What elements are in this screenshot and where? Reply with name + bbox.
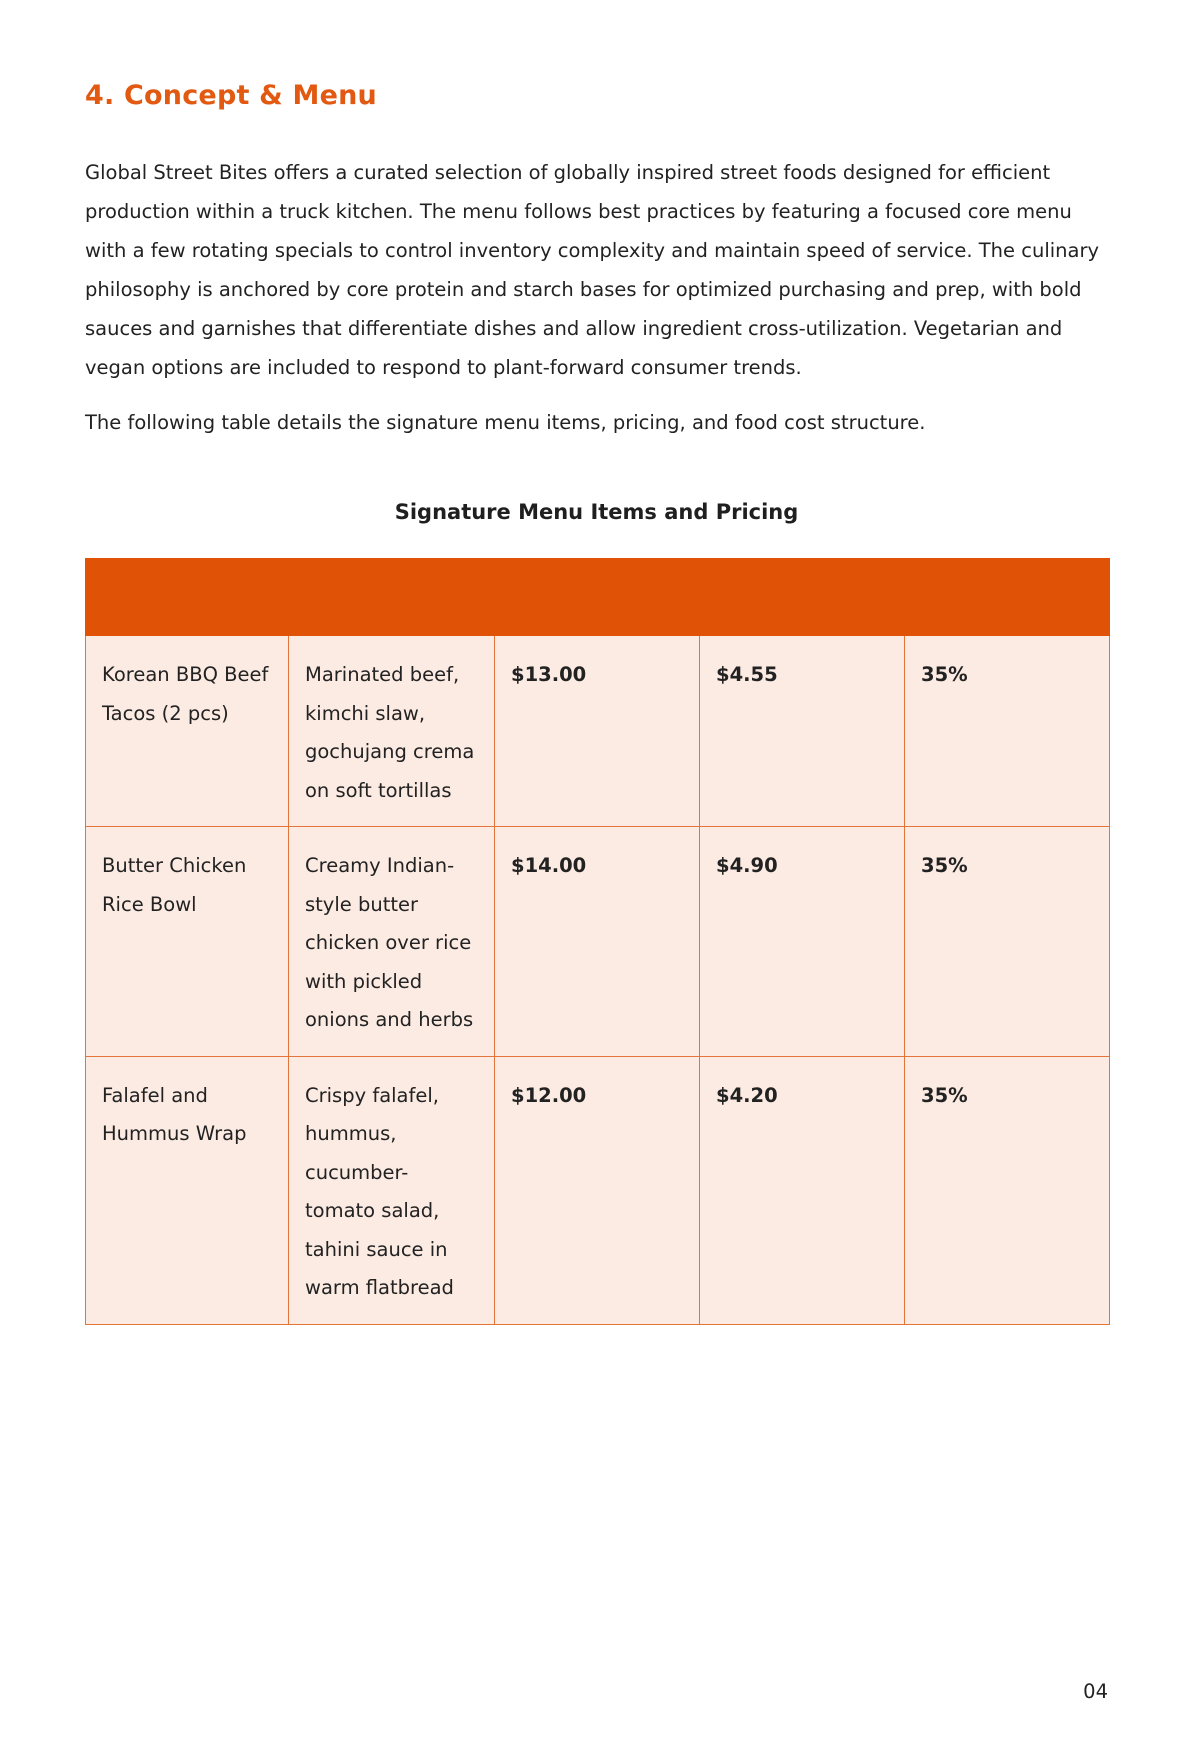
menu-item-price: $12.00 [495, 1056, 700, 1324]
header-cell [905, 559, 1110, 636]
header-cell [495, 559, 700, 636]
menu-item-price: $14.00 [495, 827, 700, 1057]
menu-item-description: Marinated beef, kimchi slaw, gochujang crema on soft tortillas [289, 636, 495, 827]
table-row [86, 636, 1110, 827]
menu-item-name: Falafel and Hummus Wrap [86, 1056, 289, 1324]
menu-item-cost-percent: 35% [905, 1056, 1110, 1324]
table-lead-sentence: The following table details the signature menu items, pricing, and food cost structure. [85, 411, 926, 434]
table-caption: Signature Menu Items and Pricing [394, 500, 799, 524]
header-cell [289, 559, 495, 636]
menu-item-cost-percent: 35% [905, 636, 1110, 827]
table-header-row [86, 559, 1110, 636]
header-cell [86, 559, 289, 636]
page-number: 04 [1083, 1680, 1108, 1703]
menu-item-name: Korean BBQ Beef Tacos (2 pcs) [86, 636, 289, 827]
menu-pricing-table [85, 558, 1110, 1325]
menu-item-food-cost: $4.55 [700, 636, 905, 827]
menu-item-price: $13.00 [495, 636, 700, 827]
menu-item-food-cost: $4.90 [700, 827, 905, 1057]
menu-item-description: Crispy falafel, hummus, cucumber-tomato salad, tahini sauce in warm flatbread [289, 1056, 495, 1324]
menu-item-description: Creamy Indian-style butter chicken over rice with pickled onions and herbs [289, 827, 495, 1057]
intro-paragraph: Global Street Bites offers a curated selection of globally inspired street foods designed for efficient production within a truck kitchen. The menu follows best practices by featuring a focused core menu with a few rotating specials to control inventory complexity and maintain speed of service. The culinary philosophy is anchored by core protein and starch bases for optimized purchasing and prep, with bold sauces and garnishes that differentiate dishes and allow ingredient cross-utilization. Vegetarian and vegan options are included to respond to plant-forward consumer trends. [85, 161, 1100, 379]
table-row [86, 1056, 1110, 1324]
header-cell [700, 559, 905, 636]
menu-item-cost-percent: 35% [905, 827, 1110, 1057]
section-title: 4. Concept & Menu [85, 80, 377, 111]
table-row [86, 827, 1110, 1057]
menu-item-food-cost: $4.20 [700, 1056, 905, 1324]
menu-item-name: Butter Chicken Rice Bowl [86, 827, 289, 1057]
